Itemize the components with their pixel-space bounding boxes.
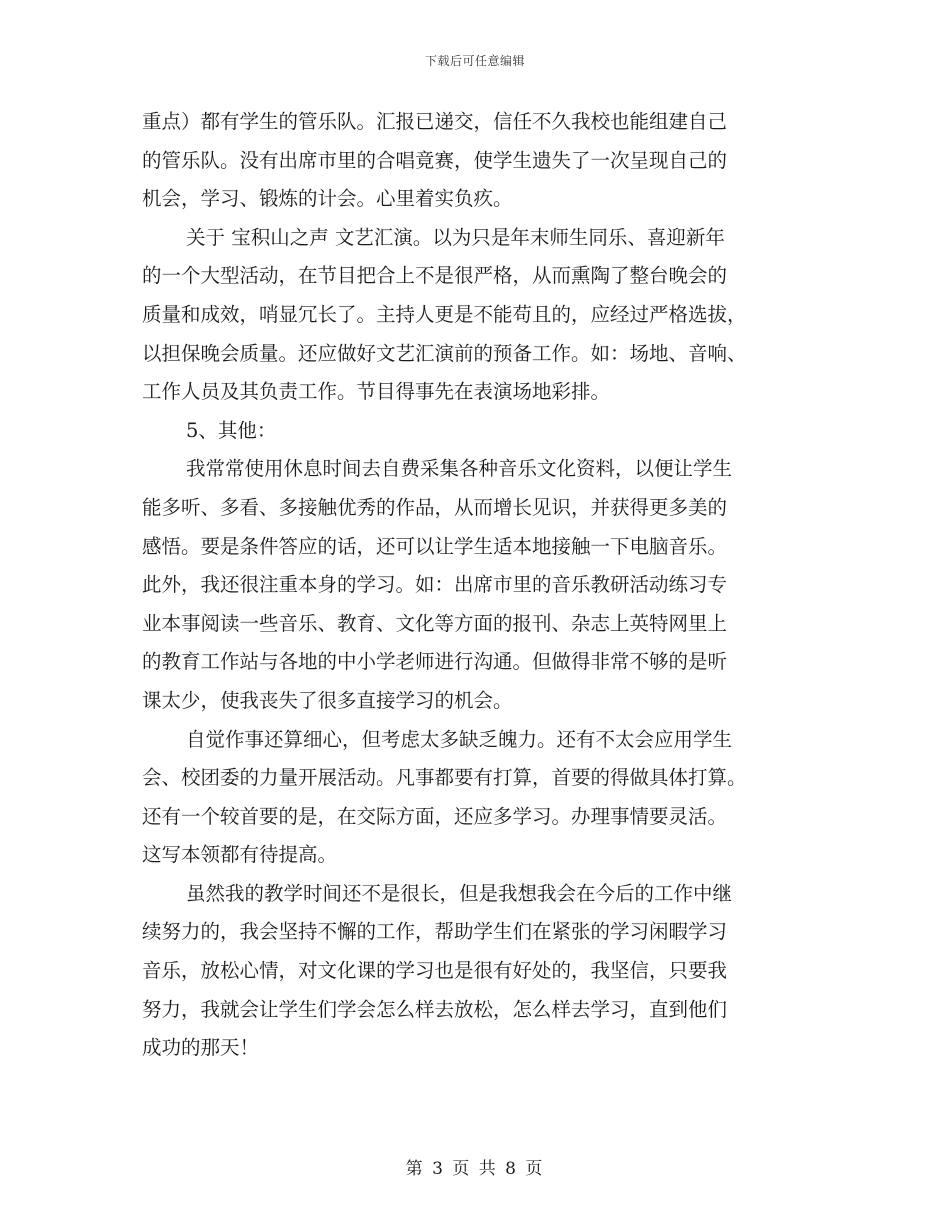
text-line: 这写本领都有待提高。: [142, 843, 338, 867]
text-line: 以担保晚会质量。还应做好文艺汇演前的预备工作。如：场地、音响、: [142, 341, 747, 365]
text-line: 的管乐队。没有出席市里的合唱竟赛，使学生遗失了一次呈现自己的: [142, 148, 728, 172]
text-line: 续努力的，我会坚持不懈的工作，帮助学生们在紧张的学习闲暇学习: [142, 920, 728, 944]
text-line: 工作人员及其负责工作。节目得事先在表演场地彩排。: [142, 380, 611, 404]
text-line: 课太少，使我丧失了很多直接学习的机会。: [142, 688, 513, 712]
text-line: 还有一个较首要的是，在交际方面，还应多学习。办理事情要灵活。: [142, 804, 728, 828]
page-header-note: 下载后可任意编辑: [424, 54, 525, 68]
section-heading: 5、其他：: [186, 418, 277, 442]
text-line: 机会，学习、锻炼的计会。心里着实负疚。: [142, 187, 513, 211]
text-line: 业本事阅读一些音乐、教育、文化等方面的报刊、杂志上英特网里上: [142, 611, 728, 635]
text-line: 感悟。要是条件答应的话，还可以让学生适本地接触一下电脑音乐。: [142, 534, 728, 558]
document-body: [142, 103, 808, 1068]
text-line: 此外，我还很注重本身的学习。如：出席市里的音乐教研活动练习专: [142, 573, 728, 597]
page-number-footer: 第 3 页 共 8 页: [405, 1159, 545, 1179]
text-line: 质量和成效，哨显冗长了。主持人更是不能苟且的，应经过严格选拔，: [142, 302, 747, 326]
text-line: 音乐，放松心情，对文化课的学习也是很有好处的，我坚信，只要我: [142, 959, 728, 983]
text-line: 成功的那天！: [142, 1036, 260, 1060]
text-line: 自觉作事还算细心，但考虑太多缺乏魄力。还有不太会应用学生: [186, 727, 733, 751]
text-line: 关于 宝积山之声 文艺汇演。以为只是年末师生同乐、喜迎新年: [186, 225, 725, 249]
text-line: 虽然我的教学时间还不是很长，但是我想我会在今后的工作中继: [186, 881, 733, 905]
text-line: 的教育工作站与各地的中小学老师进行沟通。但做得非常不够的是听: [142, 650, 728, 674]
text-line: 的一个大型活动，在节目把合上不是很严格，从而熏陶了整台晚会的: [142, 264, 728, 288]
text-line: 重点）都有学生的管乐队。汇报已递交，信任不久我校也能组建自己: [142, 110, 728, 133]
text-line: 我常常使用休息时间去自费采集各种音乐文化资料，以便让学生: [186, 457, 733, 481]
text-line: 努力，我就会让学生们学会怎么样去放松，怎么样去学习，直到他们: [142, 997, 728, 1021]
text-line: 能多听、多看、多接触优秀的作品，从而增长见识，并获得更多美的: [142, 495, 728, 519]
text-line: 会、校团委的力量开展活动。凡事都要有打算，首要的得做具体打算。: [142, 766, 747, 790]
